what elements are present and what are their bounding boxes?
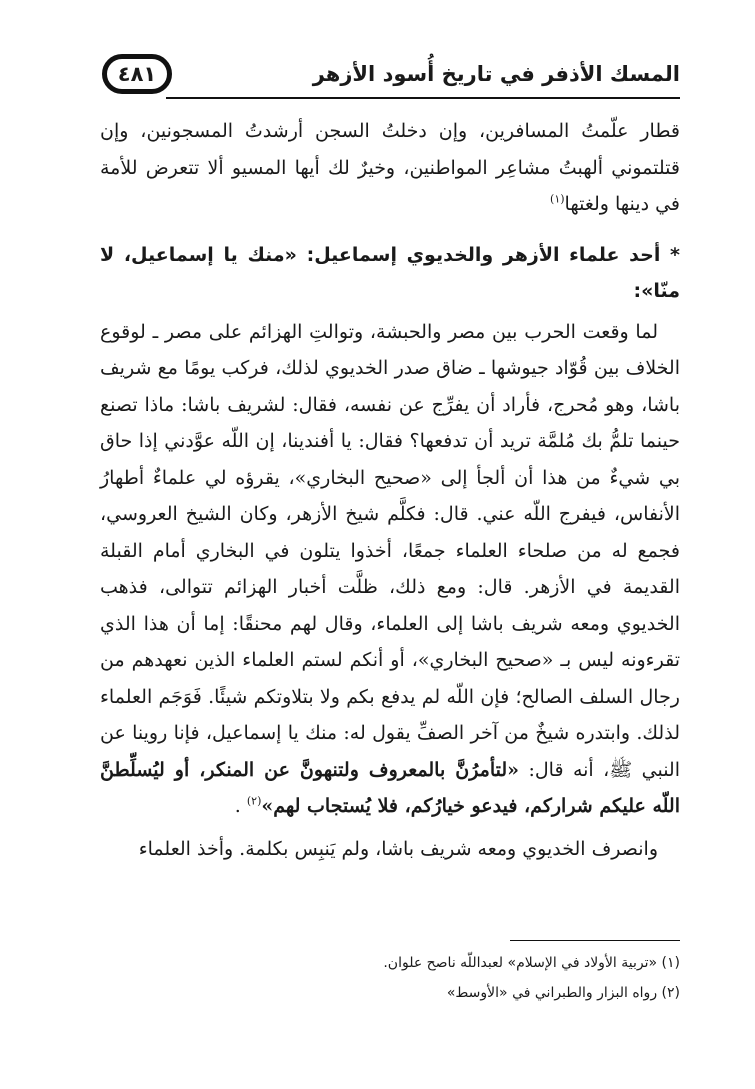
- page-number-badge: [102, 54, 172, 94]
- running-header: [102, 52, 680, 102]
- paragraph-text: قطار علّمتُ المسافرين، وإن دخلتُ السجن أرشدتُ المسجونين، وإن قتلتموني ألهبتُ مشاعِر المواطنين، وخيرٌ لك أيها المسيو ألا تتعرض للأمة في دينها ولغتها: [100, 120, 680, 215]
- page-number: ٤٨١: [117, 62, 157, 86]
- footnote-marker: (٢): [246, 794, 262, 808]
- footnote-marker: (١): [550, 192, 565, 206]
- footnotes: [100, 948, 680, 1008]
- running-title: المسك الأذفر في تاريخ أُسود الأزهر: [312, 62, 680, 86]
- main-text: [100, 113, 680, 867]
- paragraph: لما وقعت الحرب بين مصر والحبشة، وتوالتِ الهزائم على مصر ـ لوقوع الخلاف بين قُوّاد جيوشها ـ ضاق صدر الخديوي لذلك، فركب يومًا مع شريف باشا، وهو مُحرج، فأراد أن يفرِّج عن نفسه، فقال: لشريف باشا: ماذا تصنع حينما تلمُّ بك مُلمَّة تريد أن تدفعها؟ فقال: يا أفندينا، إن اللّه عوَّدني إذا حاق بي شيءٌ من هذا أن ألجأ إلى «صحيح البخاري»، يقرؤه لي علماءٌ أطهارُ الأنفاس، فيفرج اللّه عني. قال: فكلَّم شيخ الأزهر، وكان الشيخ العروسي، فجمع له من صلحاء العلماء جمعًا، أخذوا يتلون في البخاري أمام القبلة القديمة في الأزهر. قال: ومع ذلك، ظلَّت أخبار الهزائم تتوالى، فذهب الخديوي ومعه شريف باشا إلى العلماء، وقال لهم محنقًا: إما أن هذا الذي تقرءونه ليس بـ «صحيح البخاري»، أو أنكم لستم العلماء الذين نعهدهم من رجال السلف الصالح؛ فإن اللّه لم يدفع بكم ولا بتلاوتكم شيئًا. فَوَجَم العلماء لذلك. وابتدره شيخٌ من آخر الصفِّ يقول له: منك يا إسماعيل، فإنا روينا عن النبي ﷺ، أنه قال: «لتأمرُنَّ بالمعروف ولتنهونَّ عن المنكر، أو ليُسلِّطنَّ اللّه عليكم شراركم، فيدعو خيارُكم، فلا يُستجاب لهم»$^{(٢)}$ .: [100, 320, 680, 817]
- footnote: (٢) رواه البزار والطبراني في «الأوسط»: [446, 985, 680, 1001]
- section-heading: * أحد علماء الأزهر والخديوي إسماعيل: «منك يا إسماعيل، لا منّا»:: [100, 243, 680, 302]
- footnote-separator: [510, 940, 680, 941]
- paragraph: وانصرف الخديوي ومعه شريف باشا، ولم يَنبِس بكلمة. وأخذ العلماء: [138, 837, 658, 860]
- paragraph: [100, 113, 680, 223]
- hadith-quote: «لتأمرُنَّ بالمعروف ولتنهونَّ عن المنكر، أو ليُسلِّطنَّ اللّه عليكم شراركم، فيدعو خيارُكم، فلا يُستجاب لهم»: [100, 758, 680, 817]
- paragraph-text: لما وقعت الحرب بين مصر والحبشة، وتوالتِ الهزائم على مصر ـ لوقوع الخلاف بين قُوّاد جيوشها ـ ضاق صدر الخديوي لذلك، فركب يومًا مع شريف باشا، وهو مُحرج، فأراد أن يفرِّج عن نفسه، فقال: لشريف باشا: ماذا تصنع حينما تلمُّ بك مُلمَّة تريد أن تدفعها؟ فقال: يا أفندينا، إن اللّه عوَّدني إذا حاق بي شيءٌ من هذا أن ألجأ إلى «صحيح البخاري»، يقرؤه لي علماءٌ أطهارُ الأنفاس، فيفرج اللّه عني. قال: فكلَّم شيخ الأزهر، وكان الشيخ العروسي، فجمع له من صلحاء العلماء جمعًا، أخذوا يتلون في البخاري أمام القبلة القديمة في الأزهر. قال: ومع ذلك، ظلَّت أخبار الهزائم تتوالى، فذهب الخديوي ومعه شريف باشا إلى العلماء، وقال لهم محنقًا: إما أن هذا الذي تقرءونه ليس بـ «صحيح البخاري»، أو أنكم لستم العلماء الذين نعهدهم من رجال السلف الصالح؛ فإن اللّه لم يدفع بكم ولا بتلاوتكم شيئًا. فَوَجَم العلماء لذلك. وابتدره شيخٌ من آخر الصفِّ يقول له: منك يا إسماعيل، فإنا روينا عن النبي ﷺ، أنه قال:: [100, 320, 680, 781]
- footnote: (١) «تربية الأولاد في الإسلام» لعبداللّه ناصح علوان.: [383, 955, 680, 971]
- header-rule: [166, 97, 680, 99]
